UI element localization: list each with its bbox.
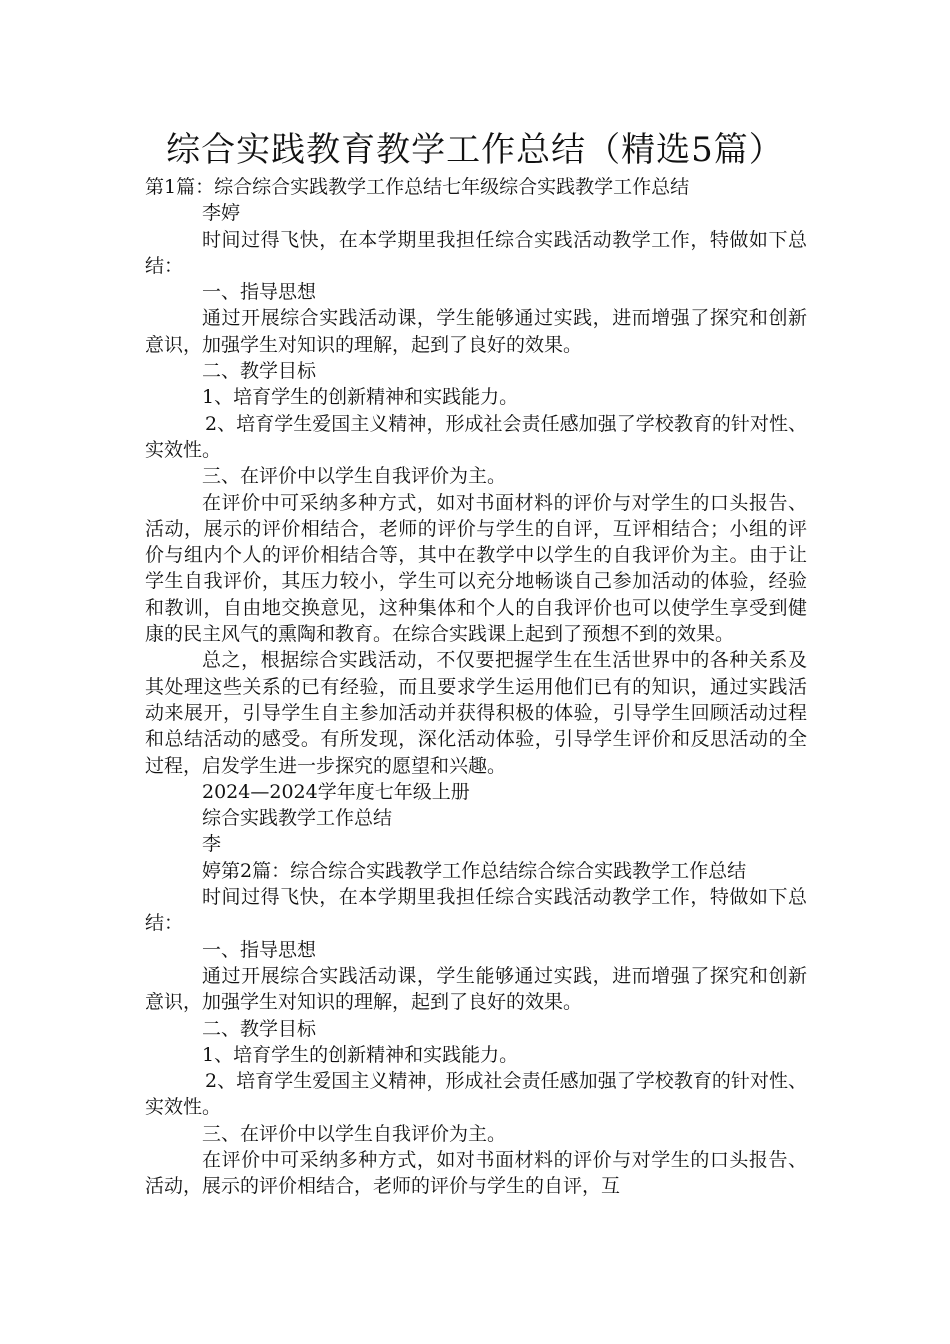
paragraph: 时间过得飞快，在本学期里我担任综合实践活动教学工作，特做如下总结： (145, 886, 807, 935)
section-heading: 二、教学目标 (202, 1017, 317, 1040)
paragraph: 在评价中可采纳多种方式，如对书面材料的评价与对学生的口头报告、活动，展示的评价相结合，老师的评价与学生的自评，互评相结合；小组的评价与组内个人的评价相结合等，其中在教学中以学生的自我评价为主。由于让学生自我评价，其压力较小，学生可以充分地畅谈自己参加活动的体验，经验和教训，自由地交换意见，这种集体和个人的自我评价也可以使学生享受到健康的民主风气的熏陶和教育。在综合实践课上起到了预想不到的效果。 (145, 491, 807, 646)
list-item: 1、培育学生的创新精神和实践能力。 (202, 386, 519, 409)
section-heading: 三、在评价中以学生自我评价为主。 (202, 1122, 507, 1145)
section-heading: 一、指导思想 (202, 281, 317, 304)
list-item: 2、培育学生爱国主义精神，形成社会责任感加强了学校教育的针对性、实效性。 (145, 1070, 807, 1119)
paragraph: 在评价中可采纳多种方式，如对书面材料的评价与对学生的口头报告、活动，展示的评价相结合，老师的评价与学生的自评，互 (145, 1148, 807, 1198)
paragraph: 综合实践教学工作总结 (202, 807, 393, 830)
paragraph: 李 (202, 833, 222, 856)
document-title: 综合实践教育教学工作总结（精选5篇） (166, 130, 784, 170)
list-item: 1、培育学生的创新精神和实践能力。 (202, 1043, 519, 1066)
paragraph: 第1篇：综合综合实践教学工作总结七年级综合实践教学工作总结 (145, 176, 690, 198)
paragraph: 总之，根据综合实践活动，不仅要把握学生在生活世界中的各种关系及其处理这些关系的已有经验，而且要求学生运用他们已有的知识，通过实践活动来展开，引导学生自主参加活动并获得积极的体验，引导学生回顾活动过程和总结活动的感受。有所发现，深化活动体验，引导学生评价和反思活动的全过程，启发学生进一步探究的愿望和兴趣。 (145, 649, 807, 777)
paragraph: 2024—2024学年度七年级上册 (202, 780, 470, 803)
section-heading: 一、指导思想 (202, 938, 317, 961)
list-item: 2、培育学生爱国主义精神，形成社会责任感加强了学校教育的针对性、实效性。 (145, 412, 807, 461)
document-body (145, 174, 807, 1200)
paragraph: 李婷 (202, 202, 241, 225)
paragraph: 通过开展综合实践活动课，学生能够通过实践，进而增强了探究和创新意识，加强学生对知识的理解，起到了良好的效果。 (145, 964, 807, 1014)
paragraph: 时间过得飞快，在本学期里我担任综合实践活动教学工作，特做如下总结： (145, 228, 807, 277)
paragraph: 婷第2篇：综合综合实践教学工作总结综合综合实践教学工作总结 (202, 859, 747, 882)
section-heading: 三、在评价中以学生自我评价为主。 (202, 465, 507, 488)
paragraph: 通过开展综合实践活动课，学生能够通过实践，进而增强了探究和创新意识，加强学生对知识的理解，起到了良好的效果。 (145, 307, 807, 356)
section-heading: 二、教学目标 (202, 360, 317, 383)
